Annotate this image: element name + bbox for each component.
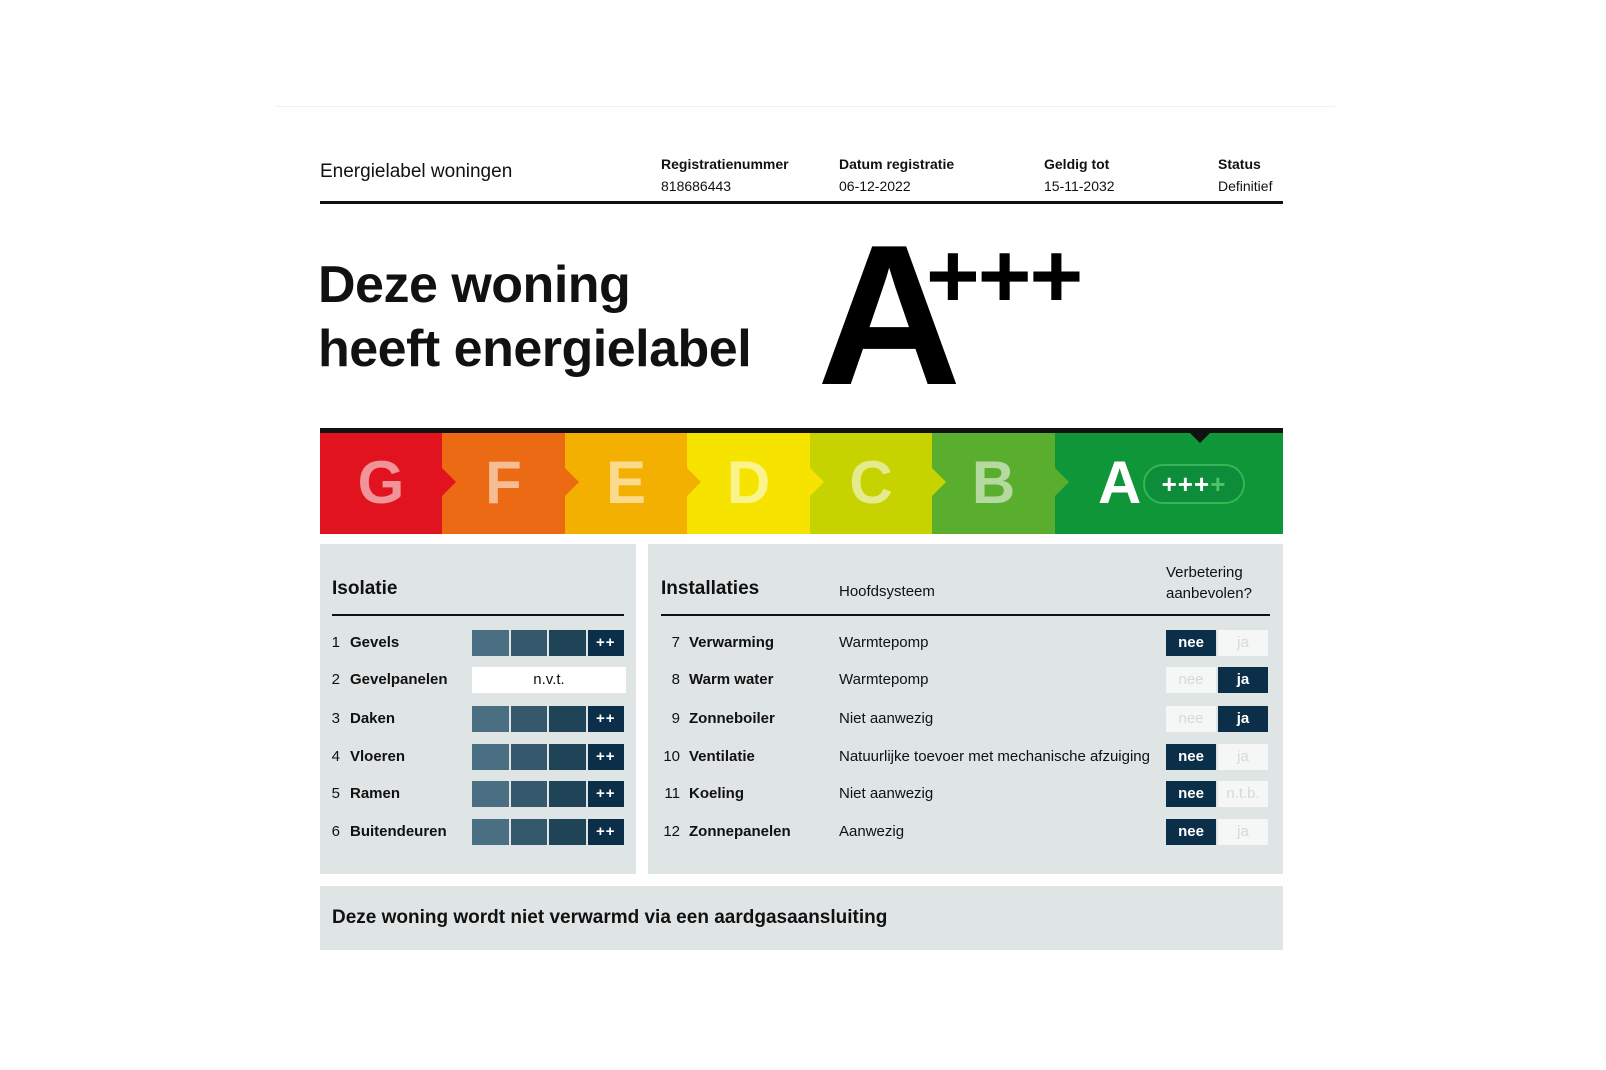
chevron-right-icon [1055,468,1069,496]
headline [318,253,751,381]
row-name: Gevels [350,634,400,651]
scale-letter: C [849,448,893,516]
toggle-no: nee [1166,667,1216,693]
scale-segment-c [810,430,932,534]
improvement-toggle [1166,630,1270,656]
row-name: Zonneboiler [689,710,775,727]
row-name: Daken [350,710,396,727]
row-system: Natuurlijke toevoer met mechanische afzuiging [839,748,1150,765]
improvement-toggle [1166,819,1270,845]
scale-letter: D [726,448,771,516]
chevron-right-icon [565,468,579,496]
rating-bar [472,781,626,807]
installations-title: Installaties [661,578,760,599]
toggle-no: nee [1166,706,1216,732]
column-improvement-line-2: aanbevolen? [1166,585,1252,602]
meta-registration-number [661,153,789,197]
row-name: Zonnepanelen [689,823,791,840]
toggle-yes: ja [1218,667,1268,693]
meta-value: Definitief [1218,178,1273,194]
chevron-right-icon [932,468,946,496]
scale-segment-g [320,430,442,534]
meta-label: Status [1218,156,1261,172]
meta-value: 818686443 [661,178,732,194]
installations-rule [661,614,1270,616]
scale-segment-b [932,430,1055,534]
isolation-panel [320,544,636,874]
energy-label-letter: A [817,204,958,427]
row-system: Warmtepomp [839,671,929,688]
not-applicable-value: n.v.t. [472,667,626,693]
scale-letter: E [605,448,647,516]
row-number: 7 [671,634,680,651]
toggle-yes: n.t.b. [1218,781,1268,807]
rating-bar [472,706,626,732]
toggle-yes: ja [1218,819,1268,845]
toggle-no: nee [1166,781,1216,807]
improvement-toggle [1166,744,1270,770]
row-number: 11 [664,785,680,802]
top-divider [275,106,1335,107]
chevron-right-icon [687,468,701,496]
row-number: 1 [331,634,340,651]
meta-label: Datum registratie [839,156,955,172]
isolation-title: Isolatie [332,578,398,599]
chevron-right-icon [810,468,824,496]
rating-value: ++ [588,781,625,807]
plus-text: +++ [1161,468,1211,499]
row-name: Buitendeuren [350,823,447,840]
plus-text-dim: + [1210,468,1227,499]
row-number: 10 [663,748,680,765]
chevron-right-icon [442,468,456,496]
improvement-toggle [1166,781,1270,807]
headline-line-2: heeft energielabel [318,320,752,378]
energy-label-plus: +++ [926,225,1082,327]
row-name: Verwarming [689,634,775,651]
energy-scale [320,430,1283,534]
toggle-no: nee [1166,744,1216,770]
meta-label: Registratienummer [661,156,789,172]
row-number: 2 [331,671,340,688]
gas-connection-note [320,886,1283,950]
column-main-system: Hoofdsysteem [839,583,935,600]
scale-top-bar [320,428,1283,433]
meta-label: Geldig tot [1044,156,1110,172]
toggle-yes: ja [1218,630,1268,656]
row-number: 5 [331,785,340,802]
active-plus-badge [1143,464,1245,504]
row-name: Gevelpanelen [350,671,448,688]
meta-status [1218,153,1272,197]
toggle-no: nee [1166,819,1216,845]
toggle-yes: ja [1218,744,1268,770]
row-name: Ramen [350,785,401,802]
row-number: 3 [331,710,340,727]
row-name: Warm water [689,671,774,688]
column-improvement [1166,562,1252,604]
scale-letter: G [357,448,405,516]
row-number: 8 [671,671,680,688]
document-title: Energielabel woningen [320,161,513,182]
row-name: Vloeren [350,748,406,765]
pointer-down-icon [1188,431,1212,443]
meta-value: 06-12-2022 [839,178,911,194]
row-system: Niet aanwezig [839,710,934,727]
rating-value: ++ [588,706,625,732]
meta-value: 15-11-2032 [1044,178,1115,194]
scale-segment-d [687,430,810,534]
scale-letter: B [971,448,1016,516]
column-improvement-line-1: Verbetering [1166,564,1243,581]
scale-segment-e [565,430,687,534]
row-number: 6 [331,823,340,840]
scale-letter: F [485,448,522,516]
improvement-toggle [1166,706,1270,732]
header-rule [320,201,1283,204]
meta-registration-date [839,153,954,197]
toggle-yes: ja [1218,706,1268,732]
toggle-no: nee [1166,630,1216,656]
isolation-rule [332,614,624,616]
row-system: Aanwezig [839,823,905,840]
rating-value: ++ [588,630,625,656]
rating-bar [472,630,626,656]
rating-value: ++ [588,744,625,770]
scale-letter: A [1098,448,1142,516]
row-number: 4 [331,748,340,765]
rating-bar [472,744,626,770]
row-system: Niet aanwezig [839,785,934,802]
improvement-toggle [1166,667,1270,693]
scale-segment-f [442,430,565,534]
headline-line-1: Deze woning [318,256,631,314]
row-system: Warmtepomp [839,634,929,651]
installations-panel [648,544,1283,874]
row-name: Ventilatie [689,748,755,765]
meta-valid-until [1044,153,1115,197]
row-number: 12 [663,823,680,840]
rating-bar [472,819,626,845]
rating-value: ++ [588,819,625,845]
row-number: 9 [671,710,680,727]
gas-note-text: Deze woning wordt niet verwarmd via een aardgasaansluiting [332,907,888,928]
row-name: Koeling [689,785,744,802]
